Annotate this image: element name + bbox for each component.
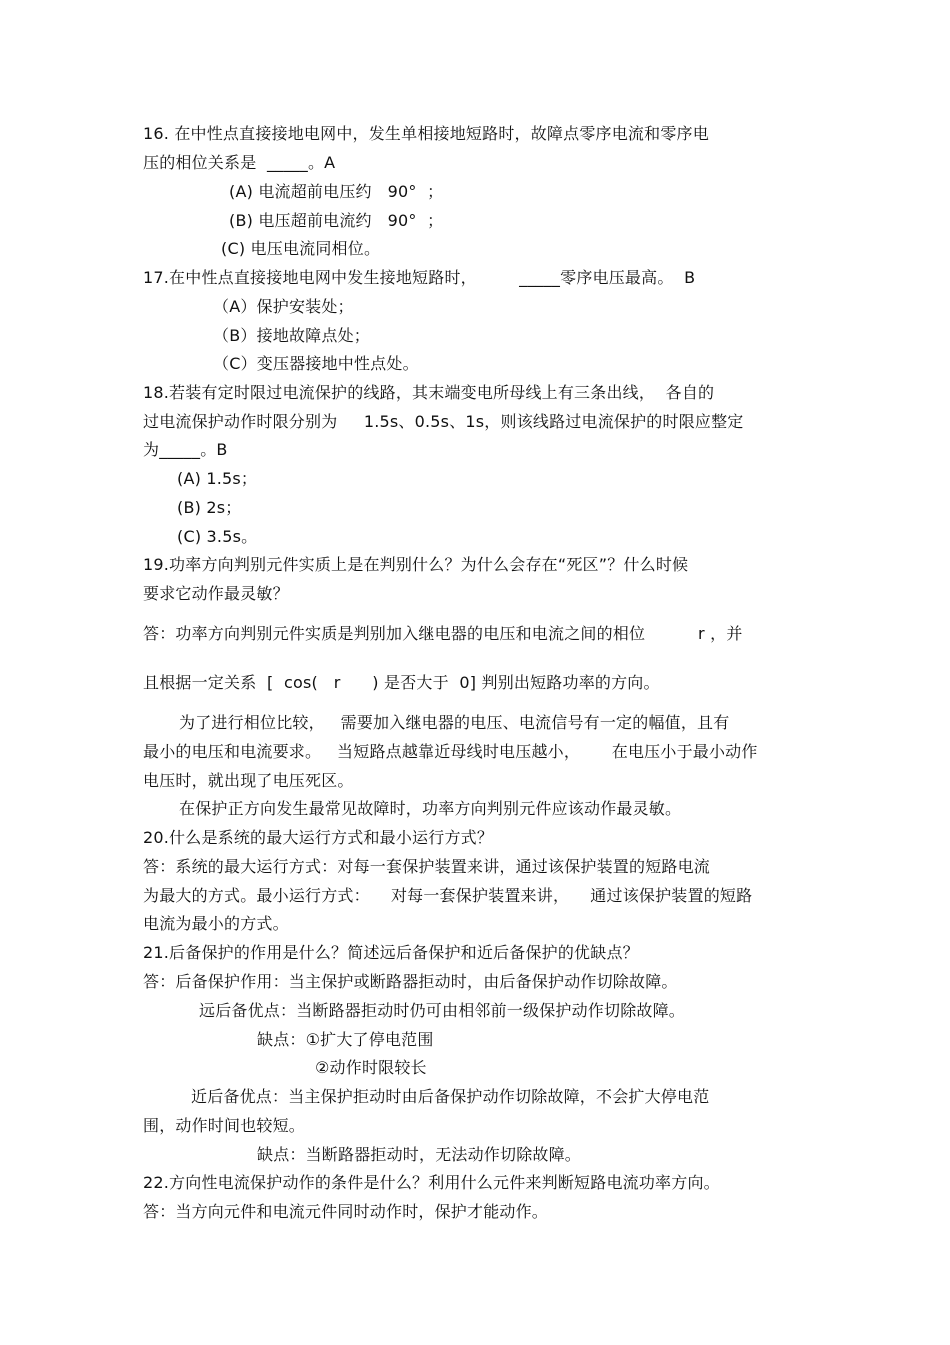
a21-line-2: 远后备优点：当断路器拒动时仍可由相邻前一级保护动作切除故障。 bbox=[199, 1001, 686, 1020]
a19-line-3: 为了进行相位比较， 需要加入继电器的电压、电流信号有一定的幅值，且有 bbox=[179, 713, 730, 732]
a19-line-1: 答：功率方向判别元件实质是判别加入继电器的电压和电流之间的相位 r ，并 bbox=[143, 624, 743, 643]
q22-line-1: 22.方向性电流保护动作的条件是什么？利用什么元件来判断短路电流功率方向。 bbox=[143, 1173, 720, 1192]
q19-line-1: 19.功率方向判别元件实质上是在判别什么？为什么会存在“死区”？什么时候 bbox=[143, 555, 689, 574]
q21-line-1: 21.后备保护的作用是什么？简述远后备保护和近后备保护的优缺点？ bbox=[143, 943, 639, 962]
a21-line-1: 答：后备保护作用：当主保护或断路器拒动时，由后备保护动作切除故障。 bbox=[143, 972, 678, 991]
q18-option-a: (A) 1.5s； bbox=[177, 469, 258, 488]
q16-line-2: 压的相位关系是 _____。A bbox=[143, 153, 336, 172]
q18-option-c: (C) 3.5s。 bbox=[177, 527, 258, 546]
q18-option-b: (B) 2s； bbox=[177, 498, 242, 517]
a21-line-5: 近后备优点：当主保护拒动时由后备保护动作切除故障，不会扩大停电范 bbox=[191, 1087, 710, 1106]
a19-line-6: 在保护正方向发生最常见故障时，功率方向判别元件应该动作最灵敏。 bbox=[179, 799, 682, 818]
a20-line-1: 答：系统的最大运行方式：对每一套保护装置来讲，通过该保护装置的短路电流 bbox=[143, 857, 711, 876]
q18-line-3: 为_____。B bbox=[143, 440, 228, 459]
q17-option-c: （C）变压器接地中性点处。 bbox=[213, 354, 419, 373]
a20-line-3: 电流为最小的方式。 bbox=[143, 914, 289, 933]
a21-line-6: 围，动作时间也较短。 bbox=[143, 1116, 306, 1135]
q16-option-c: (C) 电压电流同相位。 bbox=[221, 239, 381, 258]
a21-line-4: ②动作时限较长 bbox=[315, 1058, 427, 1077]
a19-line-4: 最小的电压和电流要求。 当短路点越靠近母线时电压越小， 在电压小于最小动作 bbox=[143, 742, 758, 761]
q16-option-a: (A) 电流超前电压约 90° ； bbox=[229, 182, 444, 201]
q17-option-a: （A）保护安装处； bbox=[213, 297, 354, 316]
a21-line-7: 缺点：当断路器拒动时，无法动作切除故障。 bbox=[257, 1145, 582, 1164]
a21-line-3: 缺点：①扩大了停电范围 bbox=[257, 1030, 434, 1049]
q17-line-1: 17.在中性点直接接地电网中发生接地短路时， _____零序电压最高。 B bbox=[143, 268, 696, 287]
a19-line-2: 且根据一定关系 [ cos( r ) 是否大于 0] 判别出短路功率的方向。 bbox=[143, 673, 660, 692]
a22-line-1: 答：当方向元件和电流元件同时动作时，保护才能动作。 bbox=[143, 1202, 549, 1221]
a19-line-5: 电压时，就出现了电压死区。 bbox=[143, 771, 354, 790]
a20-line-2: 为最大的方式。最小运行方式： 对每一套保护装置来讲， 通过该保护装置的短路 bbox=[143, 886, 753, 905]
q18-line-1: 18.若装有定时限过电流保护的线路，其末端变电所母线上有三条出线， 各自的 bbox=[143, 383, 715, 402]
q17-option-b: （B）接地故障点处； bbox=[213, 326, 370, 345]
q20-line-1: 20.什么是系统的最大运行方式和最小运行方式？ bbox=[143, 828, 494, 847]
q19-line-2: 要求它动作最灵敏？ bbox=[143, 584, 289, 603]
q16-option-b: (B) 电压超前电流约 90° ； bbox=[229, 211, 444, 230]
q18-line-2: 过电流保护动作时限分别为 1.5s、0.5s、1s，则该线路过电流保护的时限应整定 bbox=[143, 412, 744, 431]
q16-line-1: 16. 在中性点直接接地电网中，发生单相接地短路时，故障点零序电流和零序电 bbox=[143, 124, 709, 143]
